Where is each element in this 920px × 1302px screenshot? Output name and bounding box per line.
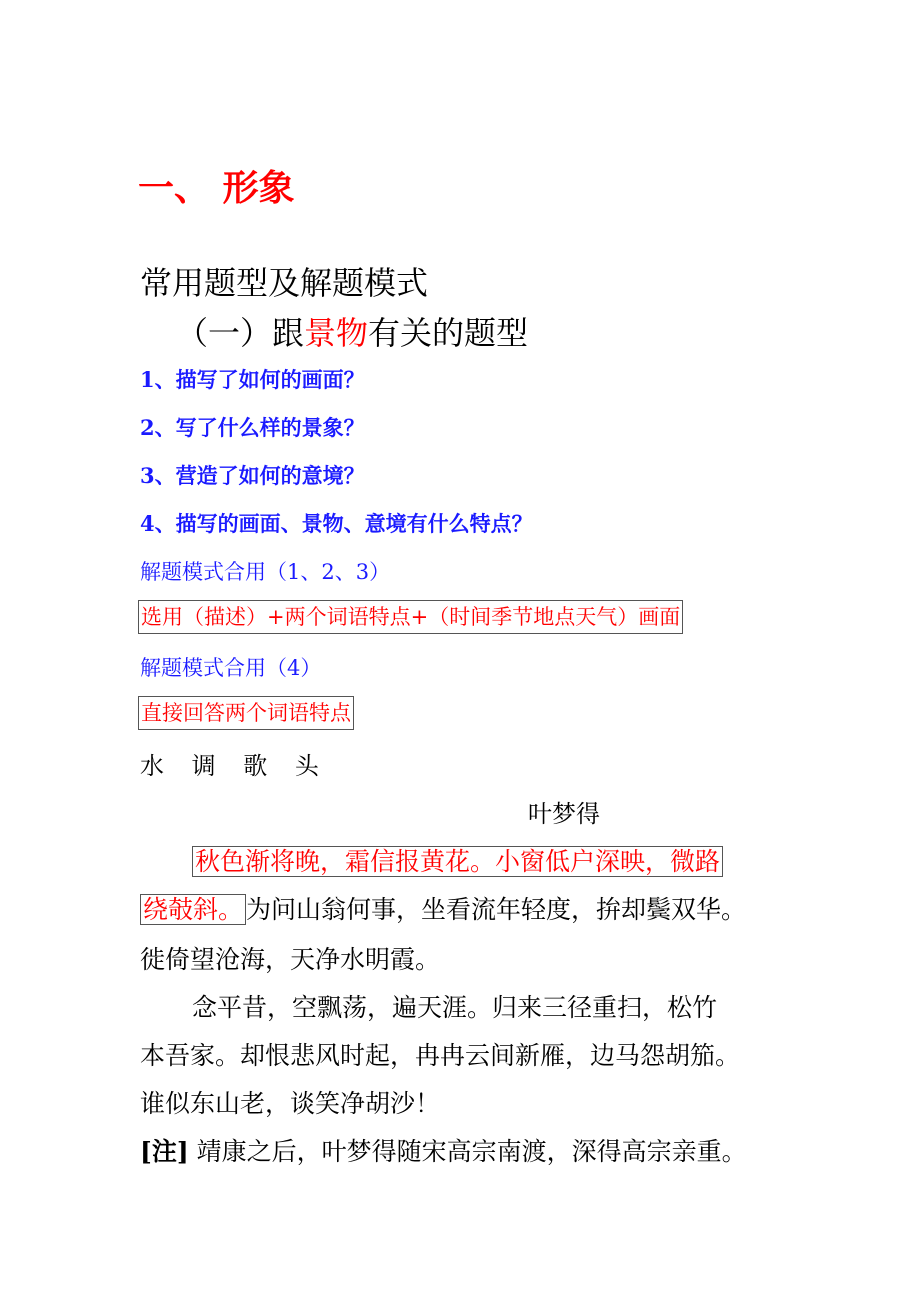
poem-author: 叶梦得 [528,800,600,828]
mode1-label: 解题模式合用（1、2、3） [140,560,391,584]
poem-line-3: 徙倚望沧海，天净水明霞。 [140,945,441,974]
group-suffix: 有关的题型 [368,314,529,352]
mode1-formula: 选用（描述）+两个词语特点+（时间季节地点天气）画面 [138,600,683,634]
poem-line-2-rest: 为问山翁何事，坐看流年轻度，拚却鬓双华。 [246,895,747,924]
poem-line-1 [192,842,723,878]
mode2-label: 解题模式合用（4） [140,656,322,680]
question-2: 2、写了什么样的景象？ [140,415,365,440]
question-4: 4、描写的画面、景物、意境有什么特点？ [140,511,533,536]
mode2-formula: 直接回答两个词语特点 [138,696,354,730]
note-text: 靖康之后，叶梦得随宋高宗南渡，深得高宗亲重。 [196,1137,747,1166]
poem-line-4: 念平昔，空飘荡，遍天涯。归来三径重扫，松竹 [192,993,718,1022]
note [140,1132,747,1168]
question-1: 1、描写了如何的画面？ [140,367,365,392]
subtitle: 常用题型及解题模式 [140,264,429,302]
group-highlight: 景物 [304,314,369,352]
question-3: 3、营造了如何的意境？ [140,463,365,488]
group-prefix: （一）跟 [176,314,305,352]
poem-line-2-highlight: 绕攲斜。 [140,894,246,925]
poem-line-6: 谁似东山老，谈笑净胡沙！ [140,1089,441,1118]
group-heading [176,308,528,354]
poem-line-2 [140,890,746,926]
note-label: [注] [140,1137,189,1166]
section-title: 一、 形象 [138,168,295,209]
poem-line-5: 本吾家。却恨悲风时起，冉冉云间新雁，边马怨胡笳。 [140,1041,741,1070]
poem-line-1-highlight: 秋色渐将晚，霜信报黄花。小窗低户深映，微路 [192,846,723,877]
poem-title: 水 调 歌 头 [140,752,329,780]
